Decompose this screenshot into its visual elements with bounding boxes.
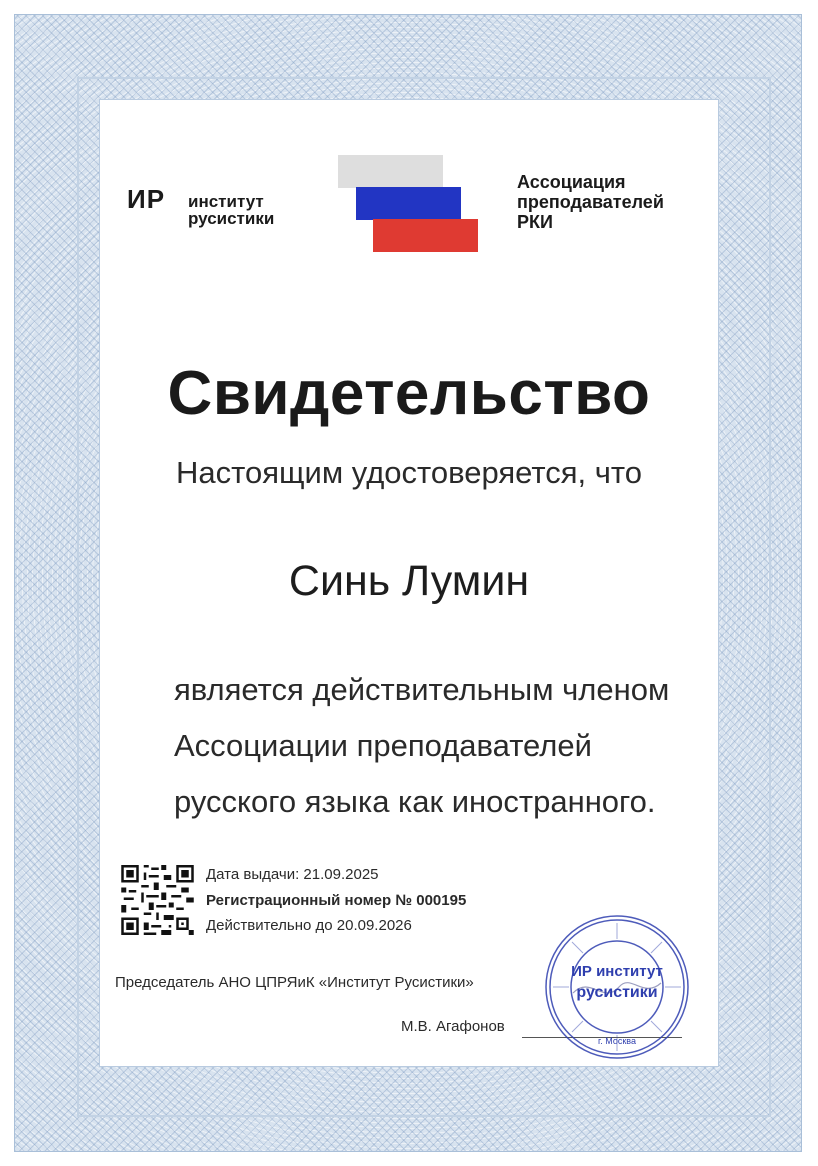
registration-number: Регистрационный номер № 000195	[206, 892, 467, 909]
institute-logo-line2: русистики	[188, 209, 275, 228]
seal-text-line2: русистики	[576, 984, 658, 1001]
certificate-title: Свидетельство	[167, 359, 651, 428]
seal-city: г. Москва	[598, 1036, 636, 1046]
signer-name: М.В. Агафонов	[401, 1018, 505, 1035]
signer-position: Председатель АНО ЦПРЯиК «Институт Русистики»	[115, 974, 474, 991]
issue-date: Дата выдачи: 21.09.2025	[206, 866, 379, 883]
flag-red-stripe	[373, 219, 478, 252]
body-line-3: русского языка как иностранного.	[174, 784, 656, 819]
flag-white-stripe	[338, 155, 443, 188]
valid-until: Действительно до 20.09.2026	[206, 917, 412, 934]
flag-blue-stripe	[356, 187, 461, 220]
institute-logo-mark: ИР	[127, 184, 166, 214]
association-line1: Ассоциация	[517, 172, 626, 192]
association-line2: преподавателей	[517, 192, 664, 212]
body-line-2: Ассоциации преподавателей	[174, 728, 592, 763]
recipient-name: Синь Лумин	[288, 557, 530, 605]
round-seal	[543, 913, 691, 1061]
association-line3: РКИ	[517, 212, 553, 232]
certify-text: Настоящим удостоверяется, что	[176, 455, 642, 490]
institute-logo-text	[188, 193, 274, 227]
association-logo-text	[517, 172, 664, 232]
qr-code-icon	[121, 865, 194, 935]
institute-logo-line1: институт	[188, 192, 264, 211]
body-line-1: является действительным членом	[174, 672, 670, 707]
seal-text-line1: ИР институт	[571, 963, 663, 980]
